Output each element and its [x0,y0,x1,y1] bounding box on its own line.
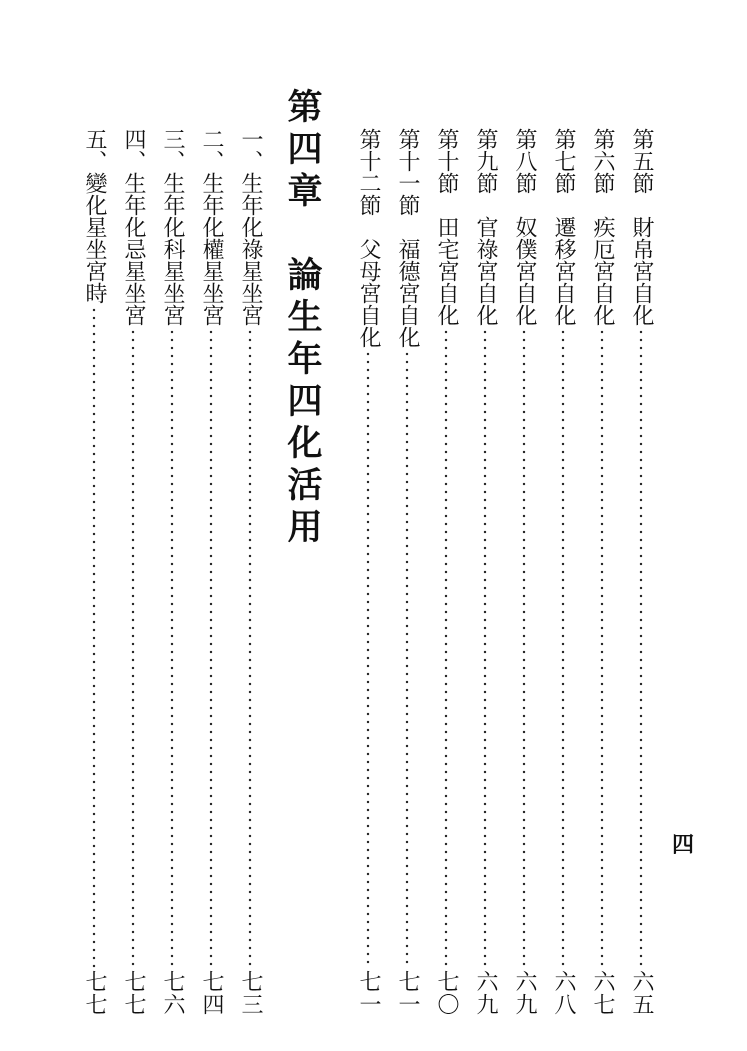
toc-entry[interactable] [589,128,615,1016]
toc-entry[interactable] [472,128,498,1016]
toc-page-number: 七六 [160,970,185,1016]
toc-entry-title: 三、生年化科星坐宮 [160,128,185,326]
toc-entry-title: 第十二節 父母宮自化 [356,128,381,348]
toc-entry-title: 第七節 遷移宮自化 [551,128,576,326]
toc-entry-title: 第十一節 福德宮自化 [395,128,420,348]
toc-entry-title: 四、生年化忌星坐宮 [121,128,146,326]
toc-entry-title: 一、生年化祿星坐宮 [238,128,263,326]
toc-leader-dots [589,328,615,968]
toc-entry[interactable] [433,128,459,1016]
toc-entry[interactable] [511,128,537,1016]
toc-entry[interactable] [159,128,185,1016]
toc-entry-title: 五、變化星坐宮時 [82,128,107,304]
toc-entry[interactable] [355,128,381,1016]
toc-leader-dots [511,328,537,968]
toc-page-number: 七〇 [434,970,459,1016]
toc-page-number: 七一 [356,970,381,1016]
toc-entry[interactable] [237,128,263,1016]
toc-page-number: 六九 [512,970,537,1016]
toc-page-number: 七四 [199,970,224,1016]
toc-entry[interactable] [550,128,576,1016]
page-number: 四 [672,832,695,858]
toc-leader-dots [120,328,146,968]
toc-page-number: 六五 [629,970,654,1016]
toc-entry[interactable] [81,128,107,1016]
toc-entry[interactable] [628,128,654,1016]
chapter-heading[interactable]: 第四章 論生年四化活用 [282,88,323,550]
toc-leader-dots [550,328,576,968]
toc-page-number: 六九 [473,970,498,1016]
toc-page-number: 七一 [395,970,420,1016]
toc-page-number: 七七 [82,970,107,1016]
toc-entry[interactable] [394,128,420,1016]
toc-entry-title: 二、生年化權星坐宮 [199,128,224,326]
toc-leader-dots [433,328,459,968]
toc-leader-dots [81,306,107,968]
toc-leader-dots [237,328,263,968]
toc-leader-dots [355,350,381,968]
toc-entry-title: 第八節 奴僕宮自化 [512,128,537,326]
toc-entry[interactable] [198,128,224,1016]
toc-entry[interactable] [120,128,146,1016]
toc-page-number: 六七 [590,970,615,1016]
toc-entry-title: 第五節 財帛宮自化 [629,128,654,326]
toc-leader-dots [628,328,654,968]
toc-leader-dots [159,328,185,968]
toc-entry-title: 第十節 田宅宮自化 [434,128,459,326]
toc-page-number: 七七 [121,970,146,1016]
toc-leader-dots [198,328,224,968]
toc-entry-title: 第六節 疾厄宮自化 [590,128,615,326]
toc-leader-dots [394,350,420,968]
toc-page-number: 七三 [238,970,263,1016]
toc-entry-title: 第九節 官祿宮自化 [473,128,498,326]
toc-page-number: 六八 [551,970,576,1016]
toc-leader-dots [472,328,498,968]
